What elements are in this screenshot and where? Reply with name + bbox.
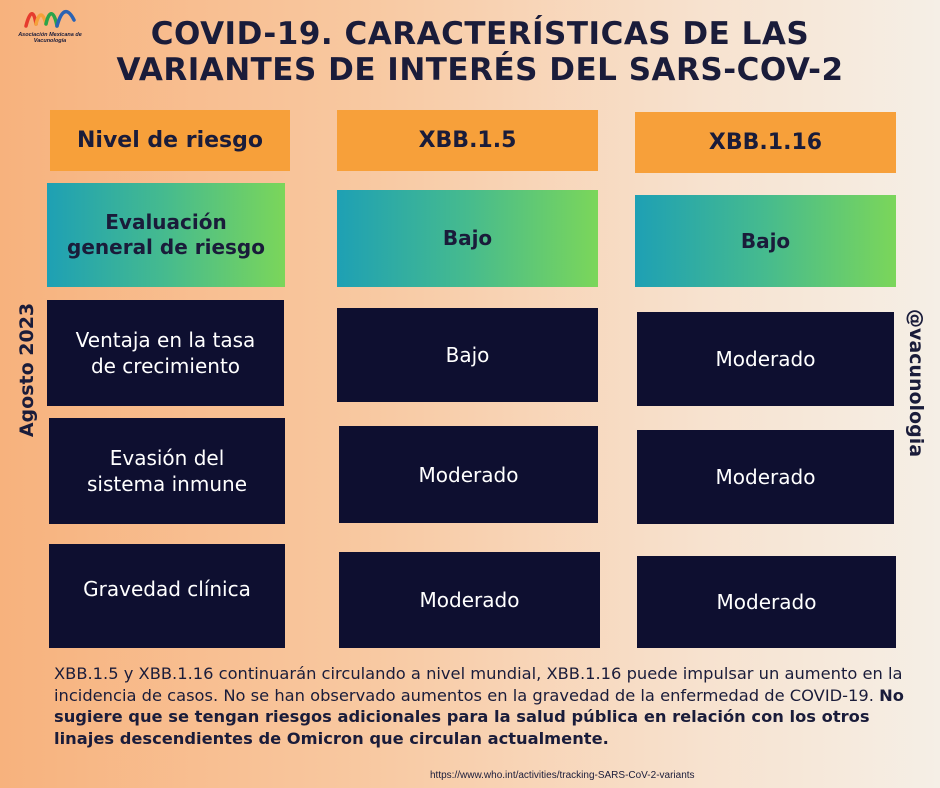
overall-risk-xbb15 [337,190,598,287]
overall-risk-label-cell [47,183,285,287]
row-immune-xbb15 [339,426,598,523]
date-text: Agosto 2023 [16,302,38,438]
row-growth-label-cell [47,300,284,406]
overall-risk-label-line-2: general de riesgo [67,235,265,259]
row-immune-label-line-2: sistema inmune [86,472,247,496]
row-growth-xbb116 [637,312,894,406]
header-risk-level-label: Nivel de riesgo [76,128,263,153]
row-severity-xbb15-value: Moderado [419,588,520,612]
source-url: https://www.who.int/activities/tracking-SARS-CoV-2-variants [430,770,695,781]
footer-note-text: XBB.1.5 y XBB.1.16 continuarán circulando a nivel mundial, XBB.1.16 puede impulsar un aumento en la incidencia de casos. No se han observado aumentos en la gravedad de la enfermedad de COVID-19. [54,664,903,705]
row-severity-xbb15 [339,552,600,648]
row-immune-label-cell [49,418,285,524]
row-growth-xbb15-value: Bajo [445,343,490,367]
row-growth-label-line-2: de crecimiento [90,354,241,378]
row-severity-xbb116 [637,556,896,648]
handle-text: @vacunologia [905,308,928,457]
header-xbb15 [337,110,598,171]
date-label [0,300,54,440]
row-immune-label-line-1: Evasión del [109,446,225,470]
row-growth-label-line-1: Ventaja en la tasa [75,328,256,352]
footer-note-bold: No sugiere que se tengan riesgos adicionales para la salud pública en relación con los otros linajes descendientes de Omicron que circulan actualmente. [54,685,904,748]
row-growth-xbb116-value: Moderado [715,347,816,371]
row-growth-xbb15 [337,308,598,402]
row-immune-xbb15-value: Moderado [418,462,519,487]
title-line-1: COVID-19. CARACTERÍSTICAS DE LAS [150,16,810,52]
title-line-2: VARIANTES DE INTERÉS DEL SARS-COV-2 [116,52,844,88]
overall-risk-xbb116 [635,195,896,287]
row-severity-xbb116-value: Moderado [716,590,817,614]
row-severity-label-line-1: Gravedad clínica [83,577,251,601]
overall-risk-xbb15-value: Bajo [442,226,493,250]
row-immune-xbb116-value: Moderado [715,465,816,489]
header-xbb15-label: XBB.1.5 [418,128,517,153]
logo-text: Asociación Mexicana de Vacunología [18,32,82,44]
overall-risk-label-line-1: Evaluación [105,210,227,234]
overall-risk-xbb116-value: Bajo [740,228,791,253]
page-title [70,16,890,88]
row-immune-xbb116 [637,430,894,524]
row-severity-label-cell [49,544,285,648]
handle-label [892,295,940,470]
header-xbb116 [635,112,896,173]
footer-note [54,663,914,749]
header-risk-level [50,110,290,171]
header-xbb116-label: XBB.1.16 [708,130,823,155]
